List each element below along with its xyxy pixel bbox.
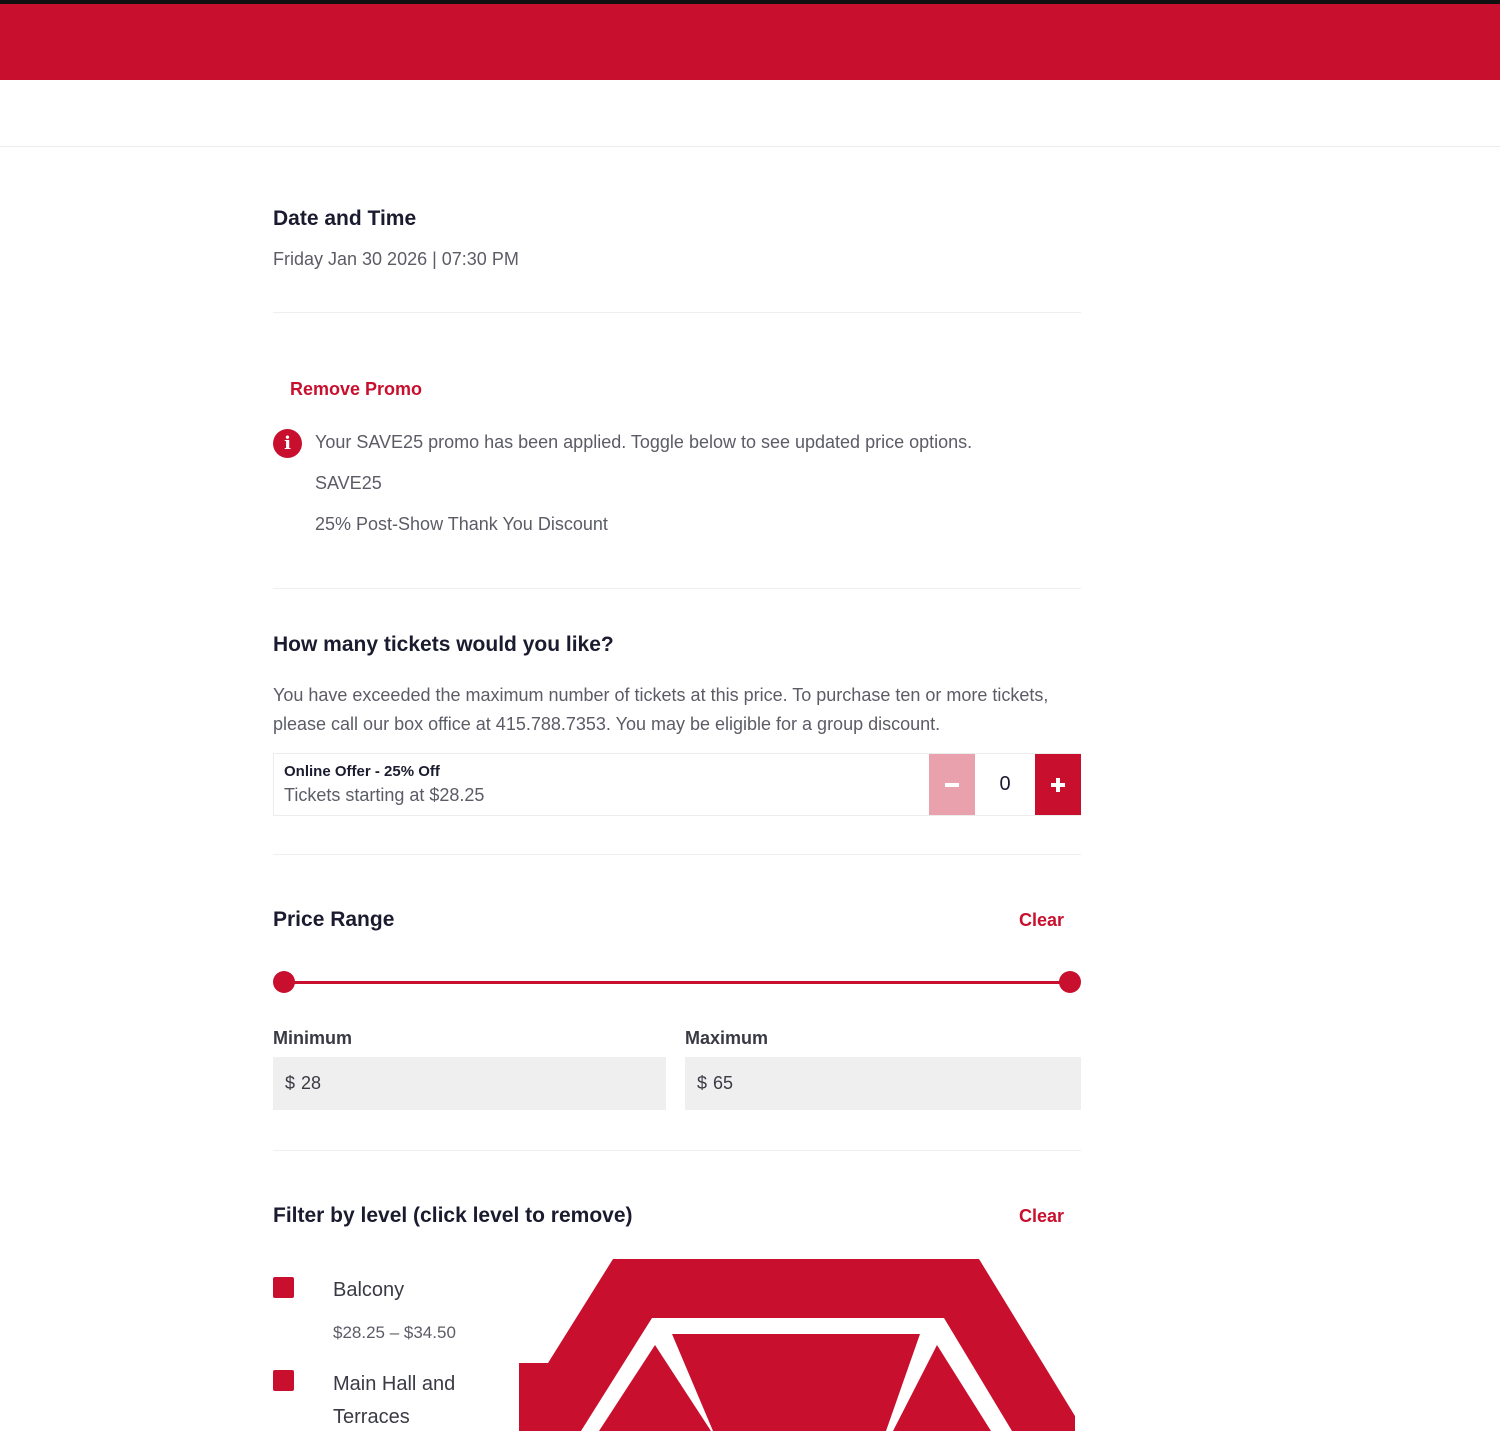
divider: [273, 312, 1081, 313]
clear-level-filter-button[interactable]: Clear: [1019, 1206, 1065, 1226]
price-slider-max-handle[interactable]: [1059, 971, 1081, 993]
promo-code: SAVE25: [315, 473, 382, 493]
seating-map: [519, 1251, 1077, 1431]
date-time-heading: Date and Time: [273, 207, 417, 230]
promo-applied-message: Your SAVE25 promo has been applied. Toggle below to see updated price options.: [315, 432, 973, 452]
remove-promo-link[interactable]: Remove Promo: [290, 379, 423, 399]
seat-section-main-hall[interactable]: [672, 1334, 920, 1431]
quantity-value: 0: [999, 773, 1011, 795]
offer-price: Tickets starting at $28.25: [284, 785, 485, 805]
maximum-label: Maximum: [685, 1028, 769, 1048]
minimum-label: Minimum: [273, 1028, 352, 1048]
minimum-price-input[interactable]: [301, 1069, 501, 1097]
max-tickets-message: You have exceeded the maximum number of tickets at this price. To purchase ten or more tickets, please call our box office at 415.788.7353. You may be eligible for a group discount.: [273, 685, 1049, 734]
offer-name: Online Offer - 25% Off: [284, 763, 440, 780]
info-icon: i: [273, 429, 302, 458]
tickets-heading: How many tickets would you like?: [273, 633, 614, 656]
price-range-heading: Price Range: [273, 908, 395, 931]
date-time-value: Friday Jan 30 2026 | 07:30 PM: [273, 249, 519, 269]
decrease-quantity-button[interactable]: [929, 754, 975, 815]
minimum-price-field[interactable]: [273, 1057, 666, 1110]
subheader-bar: [0, 80, 1500, 147]
offer-row: [273, 753, 1081, 816]
price-slider-track[interactable]: [283, 981, 1070, 984]
divider: [273, 588, 1081, 589]
increase-quantity-button[interactable]: [1035, 754, 1081, 815]
divider: [273, 1150, 1081, 1151]
currency-symbol: $: [285, 1073, 296, 1093]
filter-level-heading: Filter by level (click level to remove): [273, 1204, 633, 1227]
currency-symbol: $: [697, 1073, 708, 1093]
level-item-balcony[interactable]: Balcony: [333, 1279, 405, 1301]
divider: [273, 854, 1081, 855]
clear-price-range-button[interactable]: Clear: [1019, 910, 1065, 930]
maximum-price-input[interactable]: [713, 1069, 913, 1097]
header-bar: [0, 4, 1500, 80]
promo-description: 25% Post-Show Thank You Discount: [315, 514, 608, 534]
level-swatch-main-hall[interactable]: [273, 1370, 294, 1391]
price-slider-min-handle[interactable]: [273, 971, 295, 993]
level-swatch-balcony[interactable]: [273, 1277, 294, 1298]
maximum-price-field[interactable]: [685, 1057, 1081, 1110]
level-item-main-hall[interactable]: Main Hall and Terraces: [333, 1373, 456, 1428]
level-price-range: $28.25 – $34.50: [333, 1323, 456, 1342]
